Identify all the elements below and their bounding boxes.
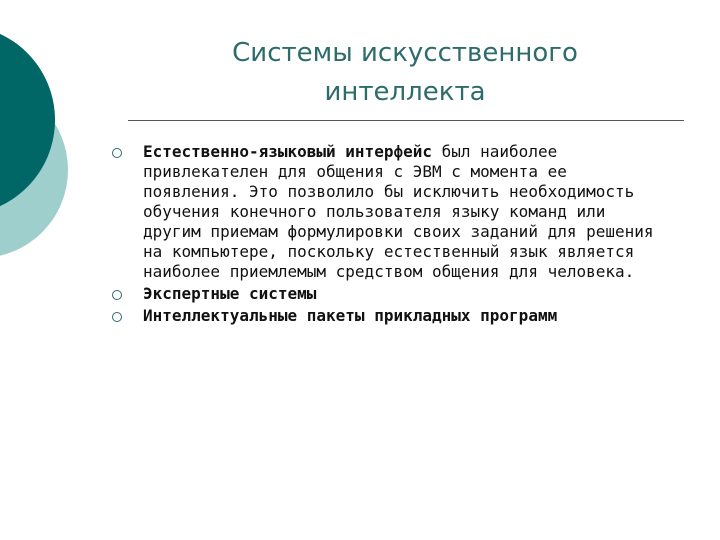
bullet-text: был наиболее привлекателен для общения с ЭВМ с момента ее появления. Это позволило бы исключить необходимость обучения конечного пользователя языку команд или другим приемам формулировки своих заданий для решения на компьютере, поскольку естественный язык является наиболее приемлемым средством общения для человека. [143, 142, 654, 281]
title-divider [128, 120, 684, 121]
list-item [112, 306, 672, 326]
bullet-list [112, 142, 672, 328]
list-item [112, 142, 672, 282]
decorative-circles [0, 0, 120, 300]
circle-bullet-icon [112, 312, 122, 322]
circle-bullet-icon [112, 148, 122, 158]
slide-title [150, 34, 660, 112]
bullet-heading: Естественно-языковый интерфейс [143, 142, 432, 161]
list-item [112, 284, 672, 304]
title-line-1: Системы искусственного [232, 38, 578, 68]
circle-bullet-icon [112, 290, 122, 300]
bullet-heading: Экспертные системы [143, 284, 317, 303]
title-line-2: интеллекта [324, 77, 486, 107]
bullet-heading: Интеллектуальные пакеты прикладных программ [143, 306, 558, 325]
